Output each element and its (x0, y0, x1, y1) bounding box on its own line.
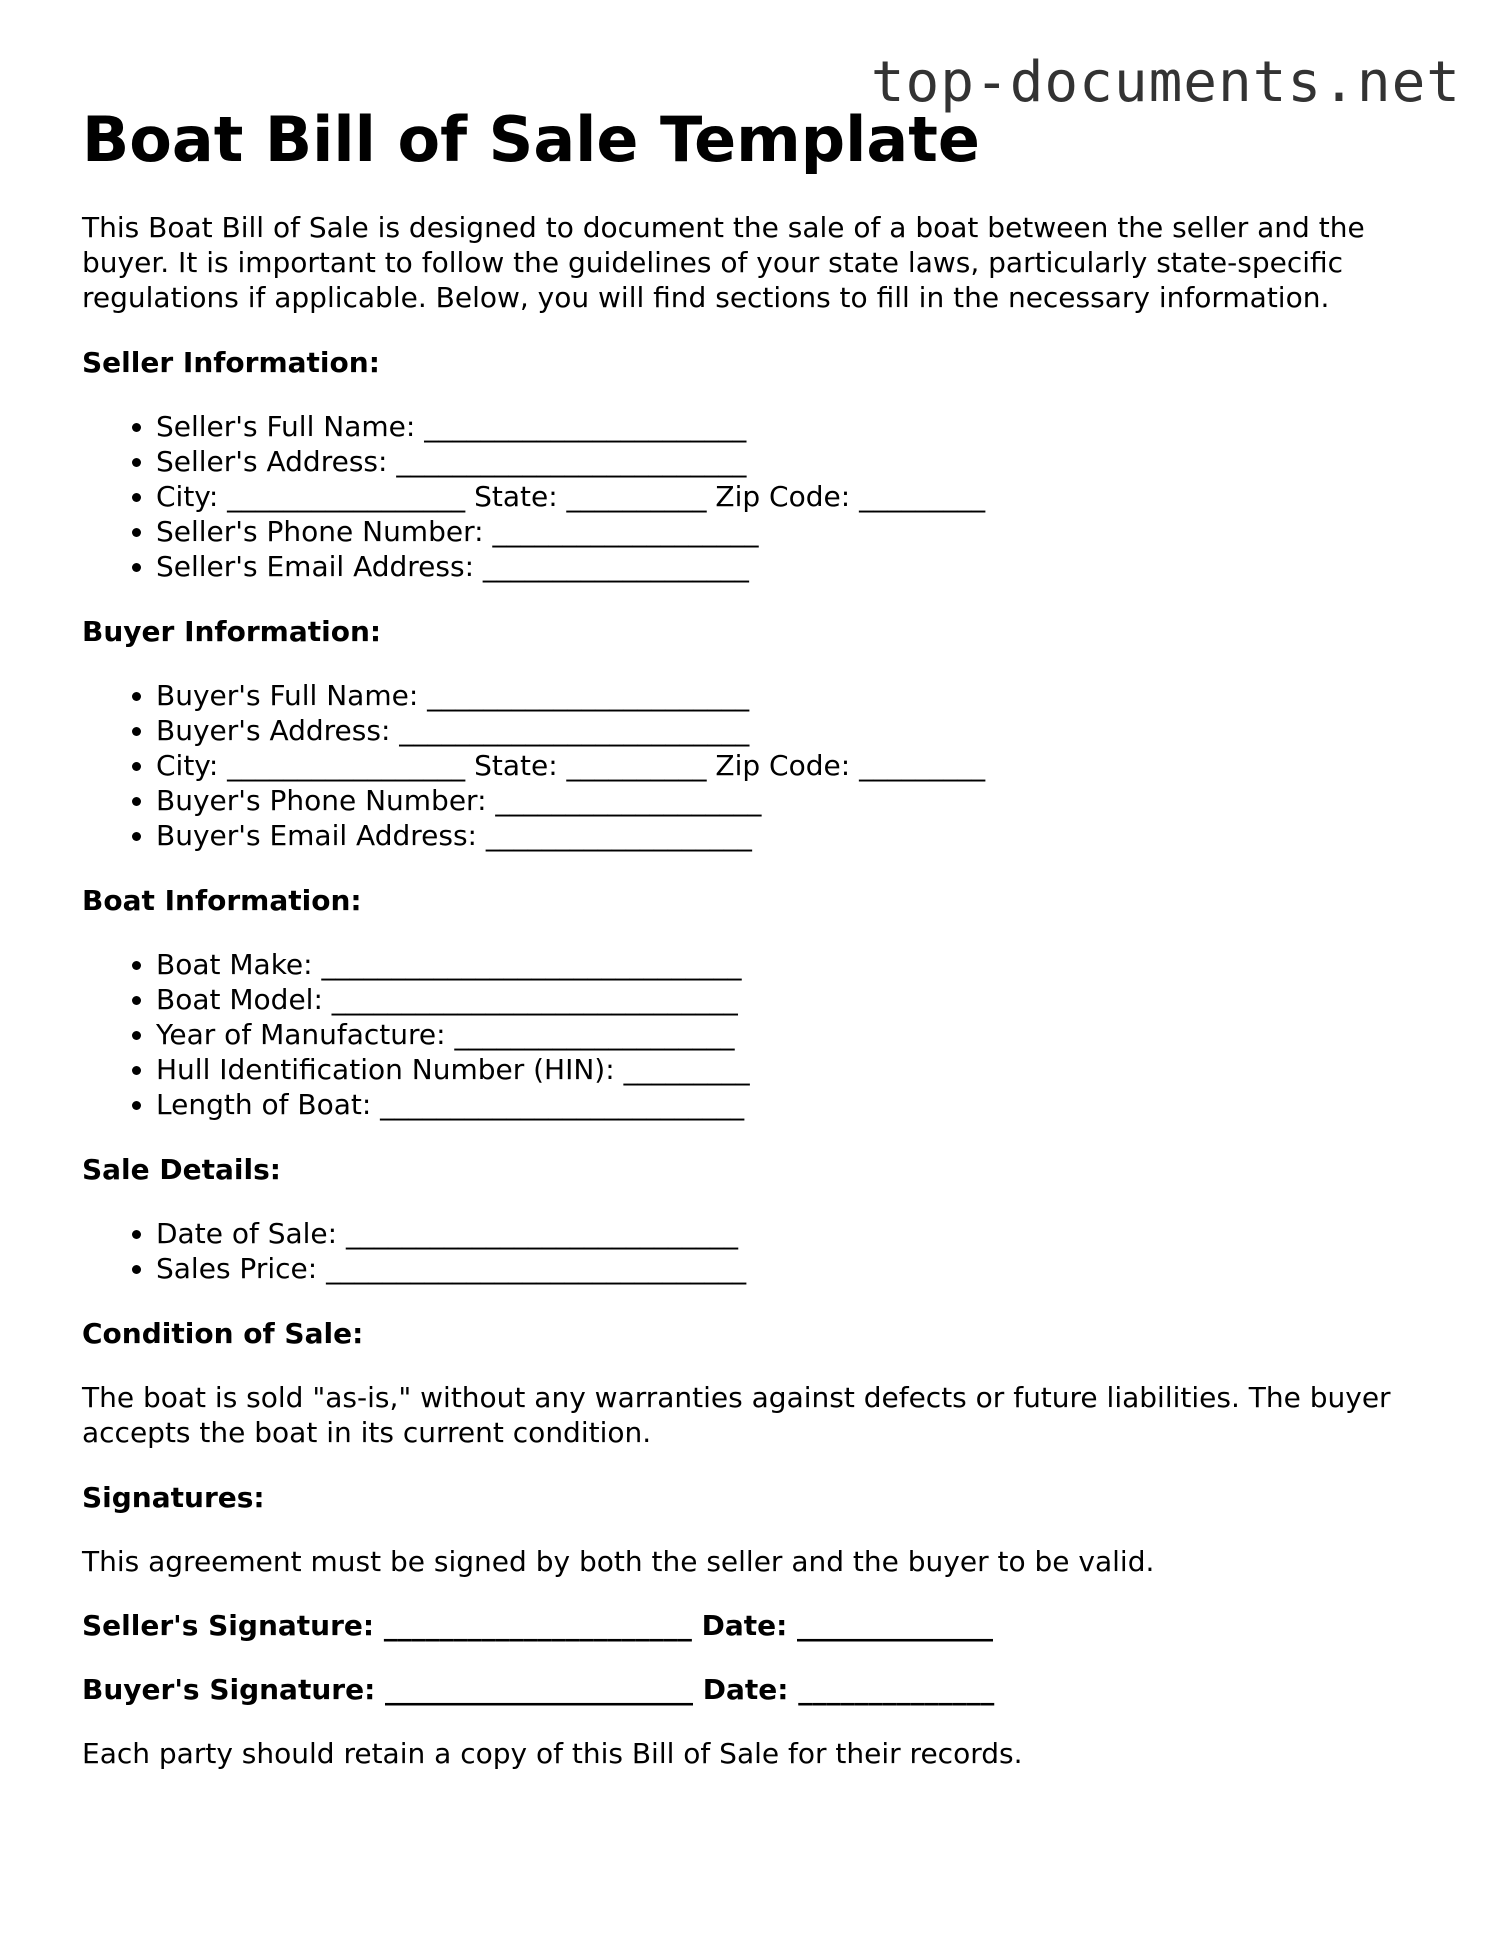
seller-phone-field: • Seller's Phone Number: ___________________ (156, 514, 1422, 549)
document-title: Boat Bill of Sale Template (82, 103, 980, 176)
boat-make-field: • Boat Make: ______________________________ (156, 947, 1422, 982)
buyer-field-list (82, 678, 1422, 853)
hin-field: • Hull Identification Number (HIN): _________ (156, 1052, 1422, 1087)
buyer-signature-line: Buyer's Signature: ______________________ Date: ______________ (82, 1673, 995, 1706)
date-of-sale-field: • Date of Sale: ____________________________ (156, 1216, 1422, 1251)
seller-city-state-zip-field: • City: _________________ State: __________ Zip Code: _________ (156, 479, 1422, 514)
seller-section-heading: Seller Information: (82, 346, 380, 379)
buyer-section-heading: Buyer Information: (82, 615, 382, 648)
sales-price-field: • Sales Price: ______________________________ (156, 1251, 1422, 1286)
boat-section-heading: Boat Information: (82, 884, 362, 917)
condition-section-heading: Condition of Sale: (82, 1317, 364, 1350)
boat-model-field: • Boat Model: _____________________________ (156, 982, 1422, 1017)
seller-address-field: • Seller's Address: _________________________ (156, 444, 1422, 479)
condition-paragraph: The boat is sold "as-is," without any warranties against defects or future liabilities. The buyer accepts the boat in its current condition. (82, 1381, 1391, 1449)
buyer-phone-field: • Buyer's Phone Number: ___________________ (156, 783, 1422, 818)
signatures-paragraph: This agreement must be signed by both the seller and the buyer to be valid. (82, 1545, 1155, 1578)
watermark: top-documents.net (870, 50, 1461, 115)
buyer-address-field: • Buyer's Address: _________________________ (156, 713, 1422, 748)
seller-signature-line: Seller's Signature: ______________________ Date: ______________ (82, 1609, 994, 1642)
boat-length-field: • Length of Boat: __________________________ (156, 1087, 1422, 1122)
buyer-full-name-field: • Buyer's Full Name: _______________________ (156, 678, 1422, 713)
intro-paragraph: This Boat Bill of Sale is designed to document the sale of a boat between the seller and the buyer. It is important to follow the guidelines of your state laws, particularly state-specific regulations if applicable. Below, you will find sections to fill in the necessary information. (82, 211, 1365, 314)
closing-paragraph: Each party should retain a copy of this Bill of Sale for their records. (82, 1737, 1023, 1770)
year-of-manufacture-field: • Year of Manufacture: ____________________ (156, 1017, 1422, 1052)
sale-field-list (82, 1216, 1422, 1286)
seller-full-name-field: • Seller's Full Name: _______________________ (156, 409, 1422, 444)
buyer-city-state-zip-field: • City: _________________ State: __________ Zip Code: _________ (156, 748, 1422, 783)
buyer-email-field: • Buyer's Email Address: ___________________ (156, 818, 1422, 853)
seller-field-list (82, 409, 1422, 584)
sale-section-heading: Sale Details: (82, 1153, 281, 1186)
document-page (82, 100, 1422, 1771)
seller-email-field: • Seller's Email Address: ___________________ (156, 549, 1422, 584)
boat-field-list (82, 947, 1422, 1122)
signatures-section-heading: Signatures: (82, 1481, 265, 1514)
